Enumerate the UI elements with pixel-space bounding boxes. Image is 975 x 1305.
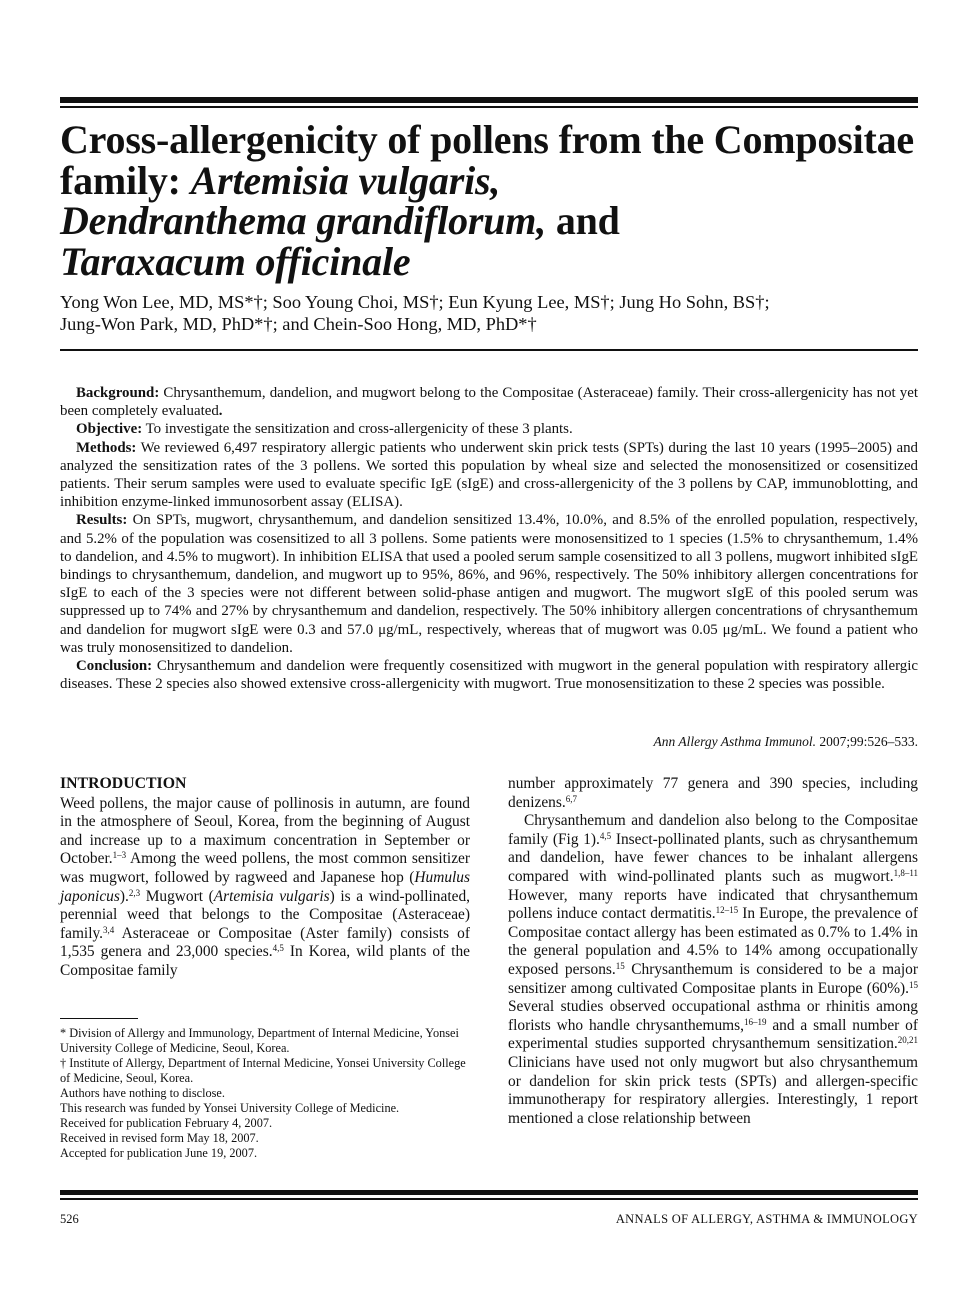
top-rule-thick bbox=[60, 97, 918, 103]
top-rule-thin bbox=[60, 106, 918, 108]
bottom-rule-thin bbox=[60, 1198, 918, 1200]
abstract-background: Background: Chrysanthemum, dandelion, and mugwort belong to the Compositae (Asteraceae) family. Their cross-allergenicity has not yet been completely evaluated. bbox=[60, 385, 918, 420]
right-column bbox=[508, 775, 918, 1128]
footnote-affiliation-2: † Institute of Allergy, Department of Internal Medicine, Yonsei University College of Medicine, Seoul, Korea. bbox=[60, 1056, 466, 1085]
title-species-2: Dendranthema grandiflorum, bbox=[60, 198, 547, 243]
journal-name: ANNALS OF ALLERGY, ASTHMA & IMMUNOLOGY bbox=[615, 1212, 918, 1226]
right-paragraph-1: number approximately 77 genera and 390 species, including denizens.$^{6,7}$ bbox=[508, 775, 918, 811]
abstract-conclusion: Conclusion: Chrysanthemum and dandelion were frequently cosensitized with mugwort in the general population with respiratory allergic diseases. These 2 species also showed extensive cross-allergenicity with mugwort. True monosensitization to these 2 species was possible. bbox=[60, 658, 918, 693]
footnote-revised: Received in revised form May 18, 2007. bbox=[60, 1131, 259, 1145]
footnote-received: Received for publication February 4, 2007. bbox=[60, 1116, 273, 1130]
footnote-affiliation-1: * Division of Allergy and Immunology, Department of Internal Medicine, Yonsei University College of Medicine, Seoul, Korea. bbox=[60, 1026, 459, 1055]
abstract-results: Results: On SPTs, mugwort, chrysanthemum, and dandelion sensitized 13.4%, 10.0%, and 8.5% of the enrolled population, respectively, and 5.2% of the population was cosensitized to all 3 pollens. Some patients were monosensitized to 1 species (1.5% to chrysanthemum, 1.4% to dandelion, and 4.5% to mugwort). In inhibition ELISA that used a pooled serum sample cosensitized to all 3 pollens, mugwort inhibited sIgE bindings to chrysanthemum, dandelion, and mugwort up to 95%, 86%, and 96%, respectively. The 50% inhibitory allergen concentrations for sIgE to each of the 3 species were not different between solid-phase antigen and mugwort. The mugwort sIgE of this pooled serum was suppressed up to 74% and 27% by chrysanthemum and dandelion, respectively. The 50% inhibitory allergen concentrations of chrysanthemum and dandelion for mugwort sIgE were 0.3 and 57.0 μg/mL, respectively, whereas that of mugwort was 0.05 μg/mL. We found a patient who was truly monosensitized to dandelion. bbox=[60, 512, 918, 656]
title-rule bbox=[60, 349, 918, 351]
footnote-rule bbox=[60, 1018, 138, 1019]
citation: Ann Allergy Asthma Immunol. 2007;99:526–533. bbox=[653, 734, 918, 749]
intro-paragraph-1: Weed pollens, the major cause of pollinosis in autumn, are found in the atmosphere of Seoul, Korea, from the beginning of August and increase up to a maximum concentration in September or October.$^{1-3}$ Among the weed pollens, the most common sensitizer was mugwort, followed by ragweed and Japanese hop (Humulus japonicus).$^{2,3}$ Mugwort (Artemisia vulgaris) is a wind-pollinated, perennial weed that belongs to the Compositae (Asteraceae) family.$^{3,4}$ Asteraceae or Compositae (Aster family) consists of 1,535 genera and 23,000 species.$^{4,5}$ In Korea, wild plants of the Compositae family bbox=[60, 794, 470, 979]
author-list bbox=[60, 291, 918, 335]
page-number: 526 bbox=[60, 1212, 79, 1226]
abstract-methods: Methods: We reviewed 6,497 respiratory allergic patients who underwent skin prick tests (SPTs) during the last 10 years (1995–2005) and analyzed the sensitization rates of the 3 pollens. We sorted this population by wheal size and selected the monosensitized or cosensitized patients. Their serum samples were used to evaluate specific IgE (sIgE) and cross-allergenicity of the 3 pollens by CAP, immunoblotting, and inhibition enzyme-linked immunosorbent assay (ELISA). bbox=[60, 439, 918, 511]
right-paragraph-2: Chrysanthemum and dandelion also belong to the Compositae family (Fig 1).$^{4,5}$ Insect-pollinated plants, such as chrysanthemum and dandelion, have fewer chances to be inhalant allergens compared with wind-pollinated plants such as mugwort.$^{1,8-11}$ However, many reports have indicated that chrysanthemum pollens induce contact dermatitis.$^{12-15}$ In Europe, the prevalence of Compositae contact allergy has been estimated as 0.7% to 1.4% in the general population and 4.5% to 14% among occupationally exposed persons.$^{15}$ Chrysanthemum is considered to be a major sensitizer among cultivated Compositae plants in Europe (60%).$^{15}$ Several studies observed occupational asthma or rhinitis among florists who handle chrysanthemums,$^{16-19}$ and a small number of experimental studies supported chrysanthemum sensitization.$^{20,21}$ Clinicians have used not only mugwort but also chrysanthemum or dandelion for skin prick tests (SPTs) and allergen-specific immunotherapy for respiratory allergies. Interestingly, 1 report mentioned a close relationship between bbox=[508, 812, 919, 1127]
left-column bbox=[60, 775, 470, 981]
footnotes bbox=[60, 1026, 470, 1161]
abstract-objective: Objective: To investigate the sensitization and cross-allergenicity of these 3 plants. bbox=[76, 421, 573, 438]
author-line-1: Yong Won Lee, MD, MS*†; Soo Young Choi, MS†; Eun Kyung Lee, MS†; Jung Ho Sohn, BS†; bbox=[60, 292, 770, 312]
title-species-3: Taraxacum officinale bbox=[60, 238, 411, 284]
abstract bbox=[60, 384, 918, 693]
footnote-funding: This research was funded by Yonsei University College of Medicine. bbox=[60, 1101, 400, 1115]
article-title: Cross-allergenicity of pollens from the Compositae family: Artemisia vulgaris, Dendranthema grandiflorum, and Taraxacum officinale bbox=[60, 117, 914, 284]
author-line-2: Jung-Won Park, MD, PhD*†; and Chein-Soo Hong, MD, PhD*† bbox=[60, 314, 537, 334]
footnote-accepted: Accepted for publication June 19, 2007. bbox=[60, 1146, 258, 1160]
section-heading-introduction: INTRODUCTION bbox=[60, 775, 187, 792]
title-species-1: Artemisia vulgaris, bbox=[190, 157, 501, 203]
bottom-rule-thick bbox=[60, 1190, 918, 1195]
footnote-disclosure: Authors have nothing to disclose. bbox=[60, 1086, 225, 1100]
